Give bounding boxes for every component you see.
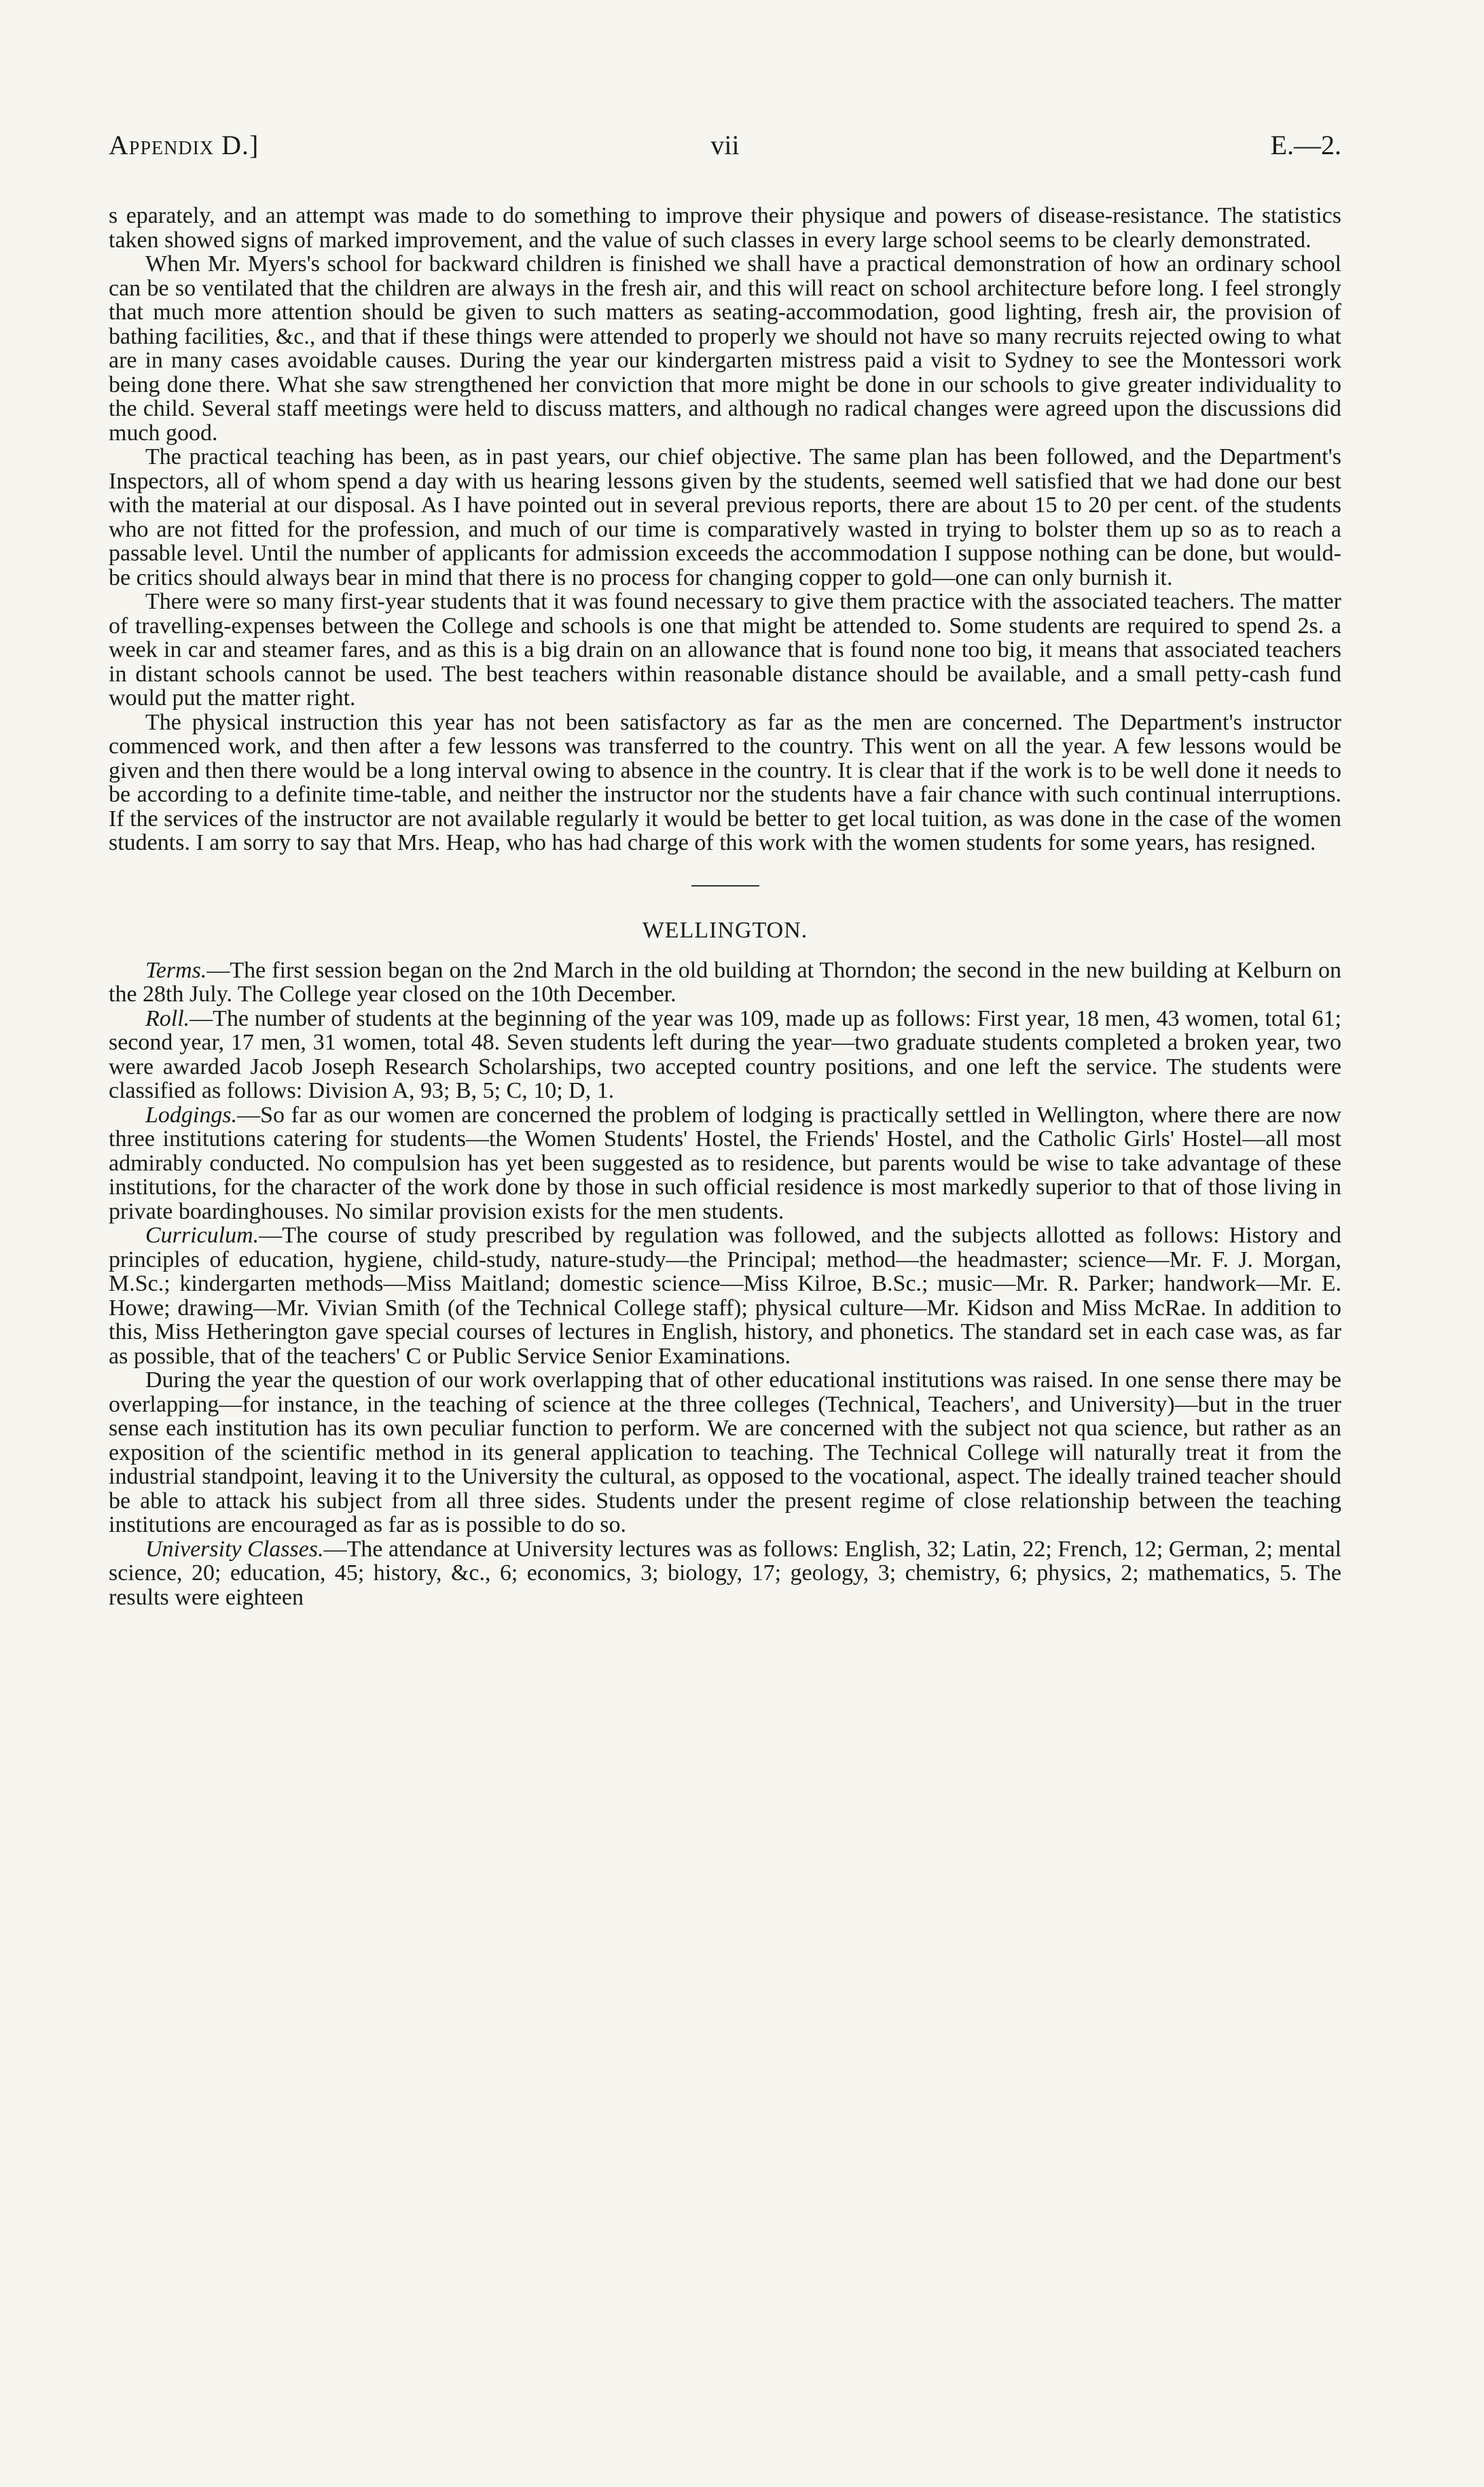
section-divider bbox=[691, 885, 759, 887]
page-number: vii bbox=[710, 130, 740, 160]
paragraph-overlapping bbox=[109, 1368, 1341, 1537]
header-appendix: Appendix D.] bbox=[109, 130, 259, 160]
paragraph-terms bbox=[109, 959, 1341, 1007]
label-curriculum: Curriculum. bbox=[145, 1223, 259, 1248]
paragraph-roll bbox=[109, 1007, 1341, 1103]
header-paper-number: E.—2. bbox=[1270, 130, 1341, 160]
paragraph-lodgings bbox=[109, 1103, 1341, 1224]
label-terms: Terms. bbox=[145, 957, 207, 983]
paragraph-backward-school: When Mr. Myers's school for backward children is finished we shall have a practical demonstration of how an ordinary school can be so ventilated that the children are always in the fresh air, and this will react on school architecture before long. I feel strongly that much more attention should be given to such matters as seating-accommodation, good lighting, fresh air, the provision of bathing facilities, &c., and that if these things were attended to properly we should not have so many recruits rejected owing to what are in many cases avoidable causes. During the year our kindergarten mistress paid a visit to Sydney to see the Montessori work being done there. What she saw strengthened her conviction that more might be done in our schools to give greater individuality to the child. Several staff meetings were held to discuss matters, and although no radical changes were agreed upon the discussions did much good. bbox=[109, 251, 1341, 446]
text-curriculum: —The course of study prescribed by regulation was followed, and the subjects allotted as follows: History and principles of education, hygiene, child-study, nature-study—the Principal; method—the headmaster; science—Mr. F. J. Morgan, M.Sc.; kindergarten methods—Miss Maitland; domestic science—Miss Kilroe, B.Sc.; music—Mr. R. Parker; handwork—Mr. E. Howe; drawing—Mr. Vivian Smith (of the Technical College staff); physical culture—Mr. Kidson and Miss McRae. In addition to this, Miss Hetherington gave special courses of lectures in English, history, and phonetics. The standard set in each case was, as far as possible, that of the teachers' C or Public Service Senior Examinations. bbox=[109, 1223, 1341, 1369]
text-overlapping: During the year the question of our work overlapping that of other educational institutions was raised. In one sense there may be overlapping—for instance, in the teaching of science at the three colleges (Technical, Teachers', and University)—but in the truer sense each institution has its own peculiar function to perform. We are concerned with the subject not qua science, but rather as an exposition of the scientific method in its general application to teaching. The Technical College will naturally treat it from the industrial standpoint, leaving it to the University the cultural, as opposed to the vocational, aspect. The ideally trained teacher should be able to attack his subject from all three sides. Students under the present regime of close relationship between the teaching institutions are encouraged as far as is possible to do so. bbox=[109, 1367, 1341, 1537]
paragraph-curriculum bbox=[109, 1223, 1341, 1368]
text-terms: —The first session began on the 2nd March in the old building at Thorndon; the second in the new building at Kelburn on the 28th July. The College year closed on the 10th December. bbox=[109, 957, 1341, 1007]
text-lodgings: —So far as our women are concerned the problem of lodging is practically settled in Wellington, where there are now three institutions catering for students—the Women Students' Hostel, the Friends' Hostel, and the Catholic Girls' Hostel—all most admirably conducted. No compulsion has yet been suggested as to residence, but parents would be wise to take advantage of these institutions, for the character of the work done by those in such official residence is most markedly superior to that of those living in private boardinghouses. No similar provision exists for the men students. bbox=[109, 1102, 1341, 1224]
document-page bbox=[109, 129, 1341, 1609]
section-title-wellington: WELLINGTON. bbox=[642, 917, 808, 943]
paragraph-university-classes bbox=[109, 1537, 1341, 1610]
label-lodgings: Lodgings. bbox=[145, 1102, 238, 1128]
text-roll: —The number of students at the beginning of the year was 109, made up as follows: First year, 18 men, 43 women, total 61; second year, 17 men, 31 women, total 48. Seven students left during the year—two graduate students completed a broken year, two were awarded Jacob Joseph Research Scholarships, two accepted country positions, and one left the service. The students were classified as follows: Division A, 93; B, 5; C, 10; D, 1. bbox=[109, 1005, 1341, 1103]
paragraph-physique: s eparately, and an attempt was made to do something to improve their physique and powers of disease-resistance. The statistics taken showed signs of marked improvement, and the value of such classes in every large school seems to be clearly demonstrated. bbox=[109, 203, 1341, 253]
page-header bbox=[109, 129, 1341, 177]
paragraph-physical-instruction: The physical instruction this year has not been satisfactory as far as the men are concerned. The Department's instructor commenced work, and then after a few lessons was transferred to the country. This went on all the year. A few lessons would be given and then there would be a long interval owing to absence in the country. It is clear that if the work is to be well done it needs to be according to a definite time-table, and neither the instructor nor the students have a fair chance with such continual interruptions. If the services of the instructor are not available regularly it would be better to get local tuition, as was done in the case of the women students. I am sorry to say that Mrs. Heap, who has had charge of this work with the women students for some years, has resigned. bbox=[109, 709, 1341, 855]
label-roll: Roll. bbox=[145, 1005, 190, 1031]
paragraph-practical-teaching: The practical teaching has been, as in past years, our chief objective. The same plan has been followed, and the Department's Inspectors, all of whom spend a day with us hearing lessons given by the students, seemed well satisfied that we had done our best with the material at our disposal. As I have pointed out in several previous reports, there are about 15 to 20 per cent. of the students who are not fitted for the profession, and much of our time is comparatively wasted in trying to bolster them up so as to reach a passable level. Until the number of applicants for admission exceeds the accommodation I suppose nothing can be done, but would-be critics should always bear in mind that there is no process for changing copper to gold—one can only burnish it. bbox=[109, 444, 1341, 590]
paragraph-associated-teachers: There were so many first-year students that it was found necessary to give them practice with the associated teachers. The matter of travelling-expenses between the College and schools is one that might be attended to. Some students are required to spend 2s. a week in car and steamer fares, and as this is a big drain on an allowance that is found none too big, it means that associated teachers in distant schools cannot be used. The best teachers within reasonable distance should be available, and a small petty-cash fund would put the matter right. bbox=[109, 589, 1341, 711]
text-university-classes: —The attendance at University lectures was as follows: English, 32; Latin, 22; French, 12; German, 2; mental science, 20; education, 45; history, &c., 6; economics, 3; biology, 17; geology, 3; chemistry, 6; physics, 2; mathematics, 5. The results were eighteen bbox=[109, 1536, 1341, 1610]
label-university-classes: University Classes. bbox=[145, 1536, 324, 1562]
